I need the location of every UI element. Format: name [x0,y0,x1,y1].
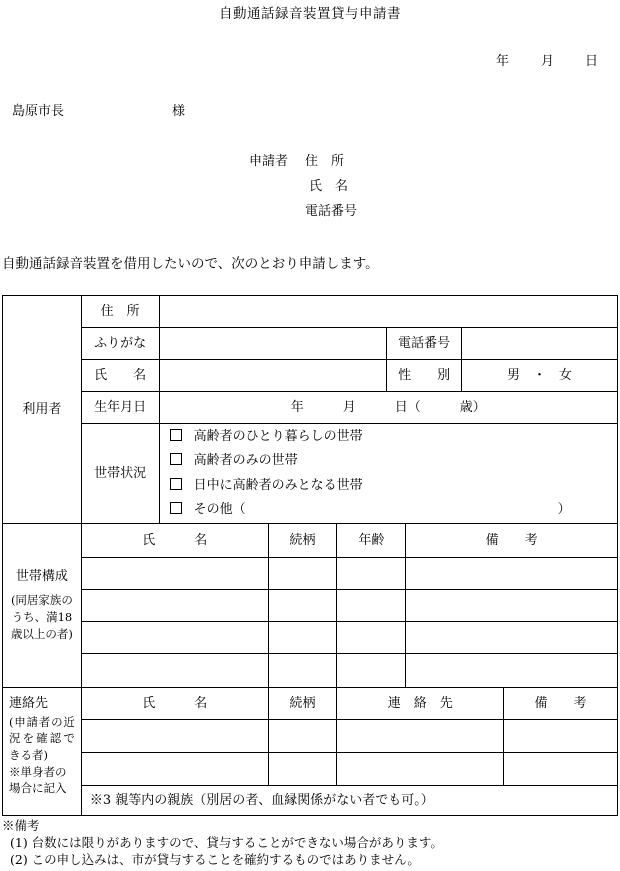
table-row [3,654,618,688]
notes-block [2,817,443,868]
user-gender-label: 性 別 [387,360,462,392]
cell[interactable] [268,590,337,622]
addressee-honorific: 様 [172,104,186,119]
contact-heading-cell [3,688,82,816]
household-status-options [159,424,617,524]
cell[interactable] [337,622,406,654]
user-section-heading: 利用者 [3,296,82,524]
user-birth-label: 生年月日 [81,392,159,424]
user-furigana-field[interactable] [159,328,387,360]
household-option[interactable]: 高齢者のひとり暮らしの世帯 [170,425,609,450]
cell[interactable] [337,590,406,622]
household-status-label: 世帯状況 [81,424,159,524]
contact-single-note: ※単身者の場合に記入 [9,764,67,796]
cell[interactable] [268,654,337,688]
user-address-label: 住 所 [81,296,159,328]
household-section-subheading: (同居家族のうち、満18歳以上の者) [10,593,73,641]
applicant-address-label: 住 所 [305,154,345,169]
household-col-relation: 続柄 [268,524,337,558]
user-gender-field[interactable]: 男 ・ 女 [462,360,618,392]
cell[interactable] [81,558,268,590]
contact-section-heading: 連絡先 [9,696,49,711]
form-title: 自動通話録音装置貸与申請書 [219,6,401,22]
cell[interactable] [406,590,618,622]
table-row [3,720,618,753]
contact-col-name: 氏 名 [81,688,268,720]
household-table [2,523,618,688]
household-option[interactable]: 高齢者のみの世帯 [170,449,609,474]
contact-col-remarks: 備 考 [504,688,618,720]
contact-table [2,687,618,816]
applicant-name-label: 氏 名 [309,179,349,194]
intro-text: 自動通話録音装置を借用したいので、次のとおり申請します。 [2,256,379,272]
user-name-label: 氏 名 [81,360,159,392]
household-option[interactable]: 日中に高齢者のみとなる世帯 [170,474,609,499]
household-section-heading: 世帯構成 [15,568,68,584]
cell[interactable] [406,654,618,688]
user-table [2,295,618,524]
applicant-label: 申請者 [249,154,289,169]
note-item: (2) この申し込みは、市が貸与することを確約するものではありません。 [10,852,420,867]
cell[interactable] [406,622,618,654]
cell[interactable] [268,720,337,753]
cell[interactable] [406,558,618,590]
user-phone-field[interactable] [462,328,618,360]
cell[interactable] [81,622,268,654]
date-day: 日 [585,54,599,69]
relatives-note: ※3 親等内の親族（別居の者、血縁関係がない者でも可。） [81,786,617,816]
applicant-phone-label: 電話番号 [305,204,358,219]
user-address-field[interactable] [159,296,617,328]
cell[interactable] [268,558,337,590]
household-col-remarks: 備 考 [406,524,618,558]
table-row [3,622,618,654]
checkbox-icon[interactable] [170,502,182,514]
cell[interactable] [337,753,504,786]
checkbox-icon[interactable] [170,429,182,441]
addressee-name: 島原市長 [12,104,65,119]
notes-heading: ※備考 [2,818,40,833]
table-row [3,753,618,786]
contact-section-subheading: (申請者の近況を確認できる者) [9,714,75,762]
cell[interactable] [337,720,504,753]
date-month: 月 [541,54,555,69]
user-name-field[interactable] [159,360,387,392]
cell[interactable] [504,720,618,753]
contact-col-relation: 続柄 [268,688,337,720]
household-heading-cell [3,524,82,688]
cell[interactable] [81,753,268,786]
checkbox-icon[interactable] [170,453,182,465]
cell[interactable] [81,654,268,688]
cell[interactable] [504,753,618,786]
cell[interactable] [268,622,337,654]
date-year: 年 [496,54,510,69]
user-furigana-label: ふりがな [81,328,159,360]
contact-col-contact: 連 絡 先 [337,688,504,720]
cell[interactable] [337,558,406,590]
checkbox-icon[interactable] [170,478,182,490]
cell[interactable] [81,590,268,622]
household-option[interactable]: その他（ ） [170,498,609,523]
cell[interactable] [268,753,337,786]
household-col-name: 氏 名 [81,524,268,558]
household-col-age: 年齢 [337,524,406,558]
table-row [3,590,618,622]
user-birth-field[interactable]: 年 月 日（ 歳） [159,392,617,424]
table-row [3,558,618,590]
user-phone-label: 電話番号 [387,328,462,360]
note-item: (1) 台数には限りがありますので、貸与することができない場合があります。 [10,835,443,850]
cell[interactable] [337,654,406,688]
cell[interactable] [81,720,268,753]
